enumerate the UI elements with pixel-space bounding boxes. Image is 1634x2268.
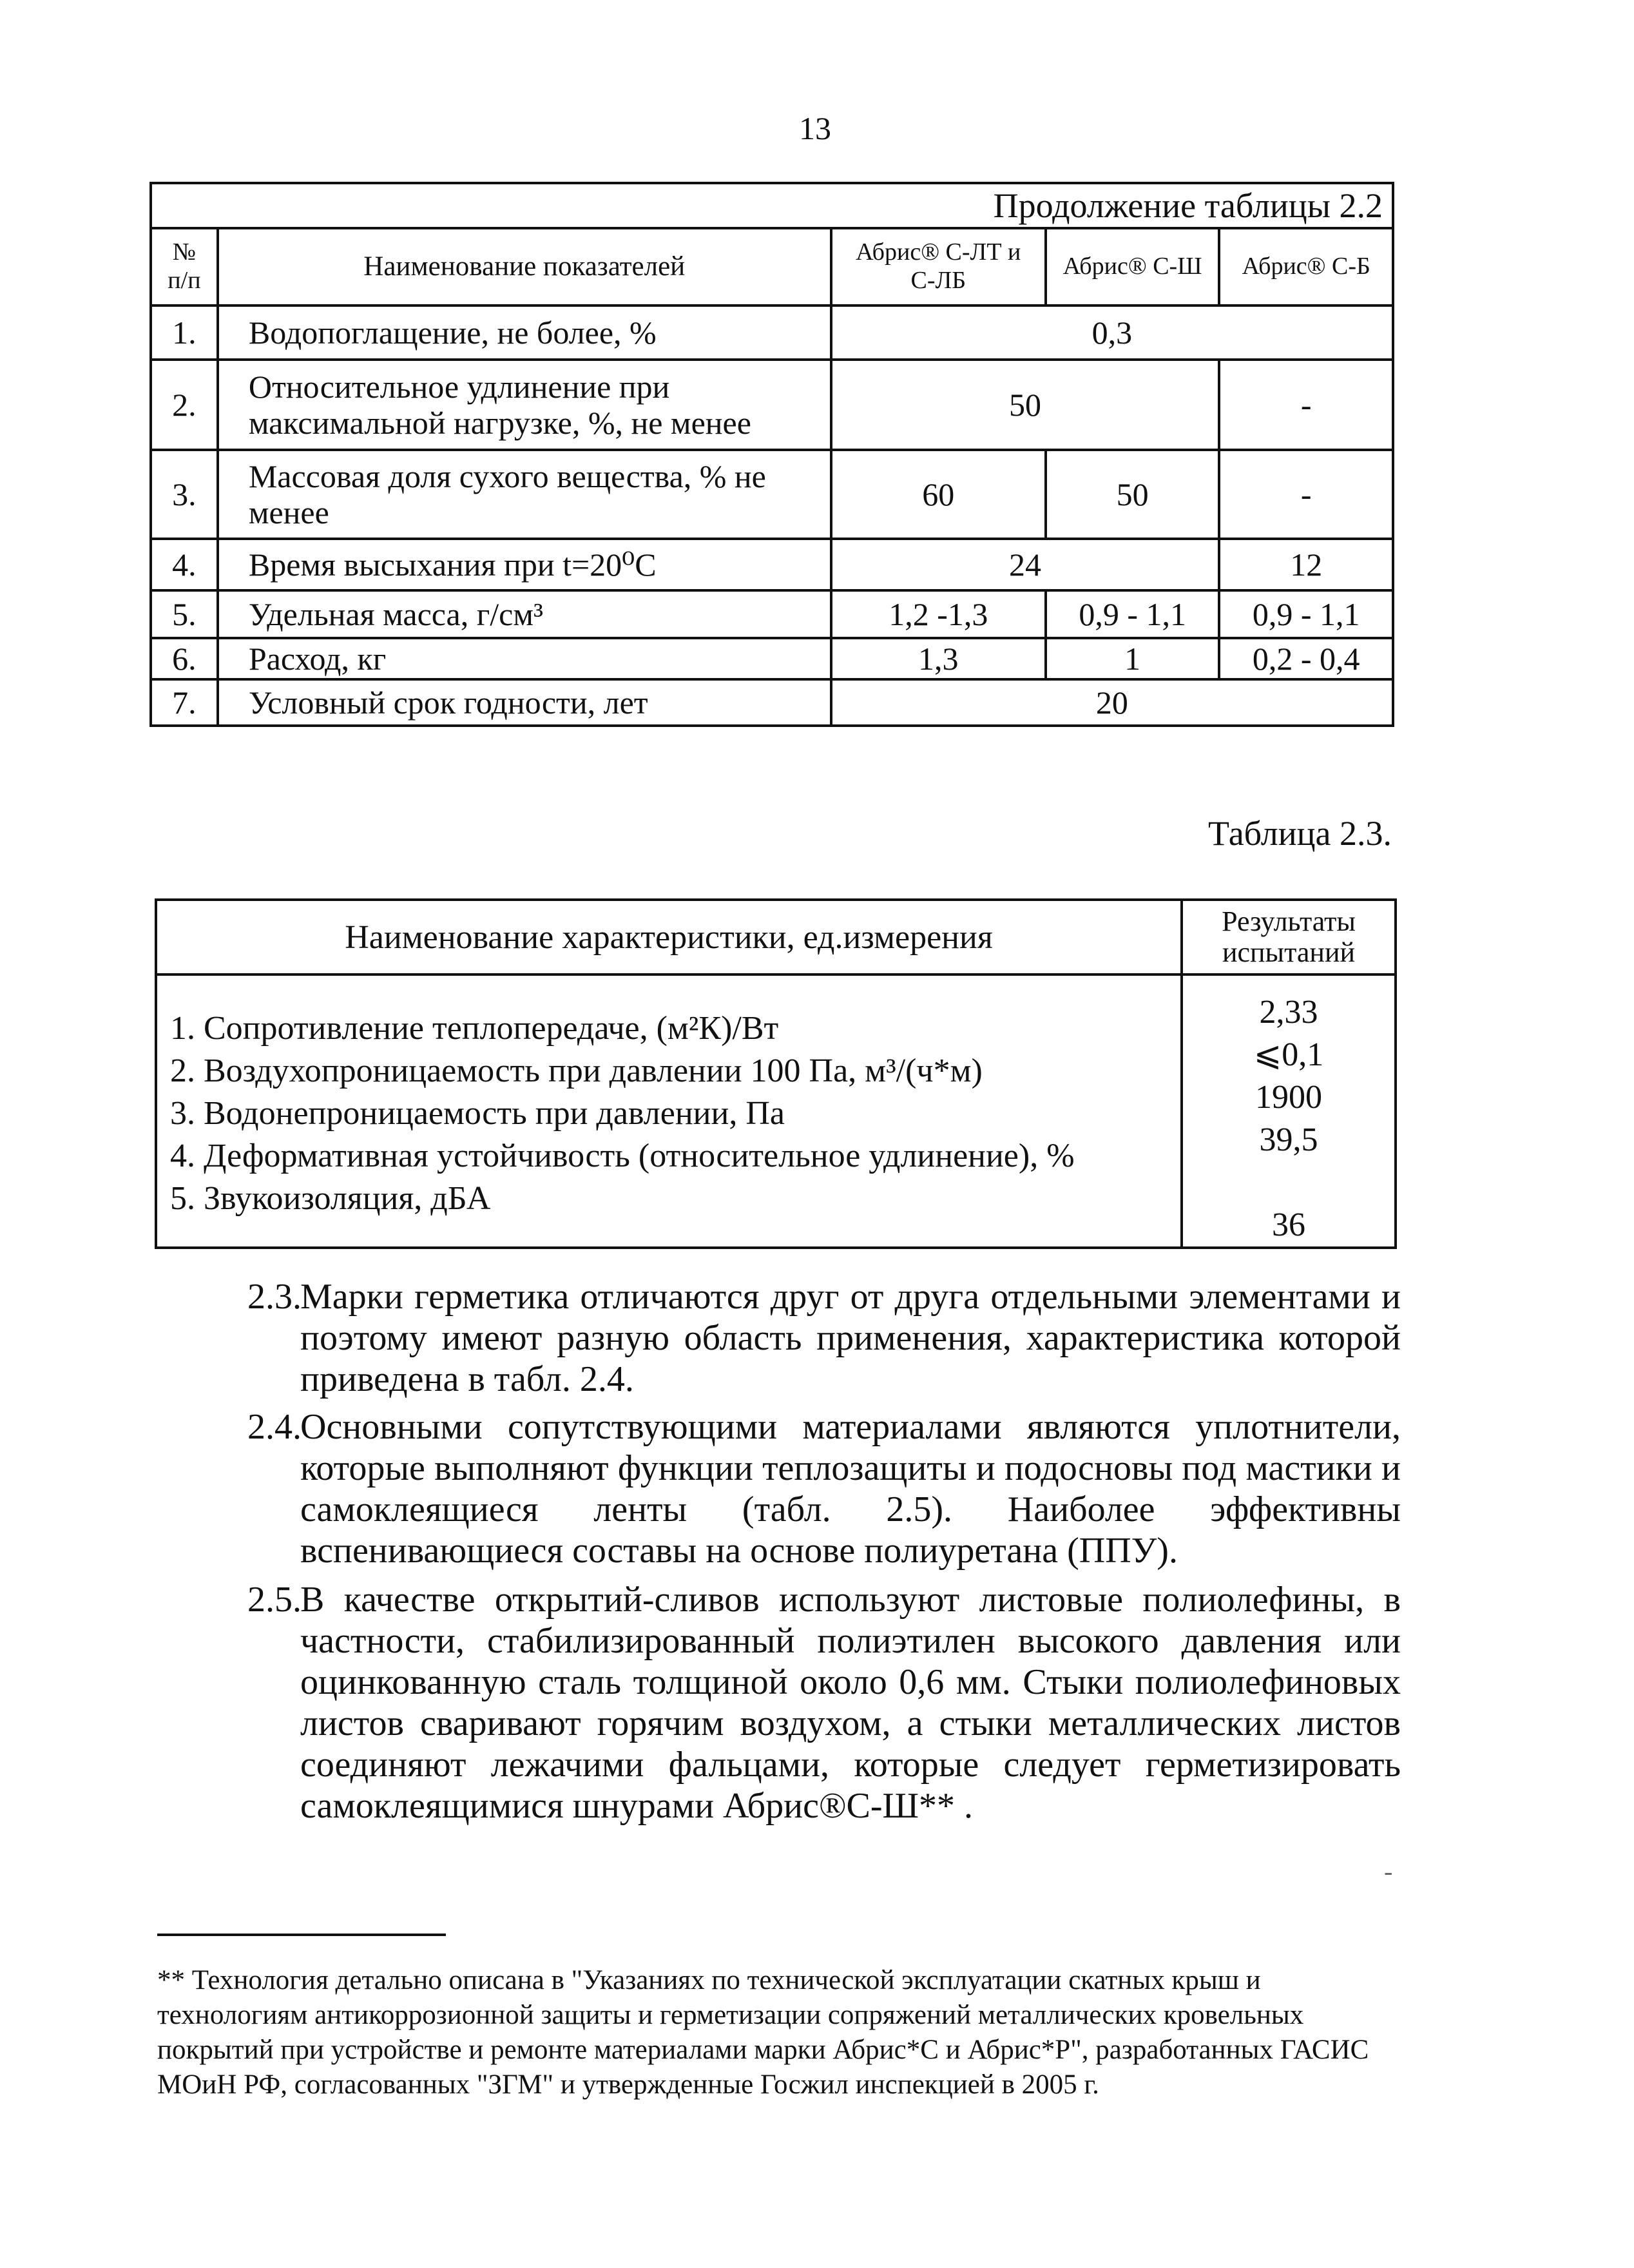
row-value: 1,3 xyxy=(831,638,1046,679)
footnote-divider xyxy=(157,1934,446,1936)
paragraph-number: 2.4. xyxy=(247,1407,302,1447)
paragraph-text: Основными сопутствующими материалами являются уплотнители, которые выполняют функции теплозащиты и подосновы под мастики и самоклеящиеся ленты (табл. 2.5). Наиболее эффективны вспенивающиеся составы на основе полиуретана (ППУ). xyxy=(300,1407,1401,1571)
header-col-sb: Абрис® С-Б xyxy=(1219,228,1393,305)
table-row xyxy=(151,679,1393,726)
paragraph-text: Марки герметика отличаются друг от друга отдельными элементами и поэтому имеют разную область применения, характеристика которой приведена в табл. 2.4. xyxy=(300,1277,1401,1399)
table-row xyxy=(151,539,1393,590)
result-value: 36 xyxy=(1272,1207,1305,1243)
paragraph-text: В качестве открытий-сливов используют листовые полиолефины, в частности, стабилизированный полиэтилен высокого давления или оцинкованную сталь толщиной около 0,6 мм. Стыки полиолефиновых листов сваривают горячим воздухом, а стыки металлических листов соединяют лежачими фальцами, которые следует герметизировать самоклеящимися шнурами Абрис®С-Ш** . xyxy=(300,1580,1401,1826)
row-num: 4. xyxy=(151,539,218,590)
paragraph-2-3 xyxy=(247,1276,1401,1400)
header-col-ssh: Абрис® С-Ш xyxy=(1046,228,1220,305)
row-value: 1 xyxy=(1046,638,1220,679)
row-num: 2. xyxy=(151,360,218,450)
header-col-slt: Абрис® С-ЛТ и С-ЛБ xyxy=(831,228,1046,305)
header-num: № п/п xyxy=(151,228,218,305)
header-name: Наименование показателей xyxy=(218,228,831,305)
row-value: 50 xyxy=(831,360,1220,450)
row-value: 12 xyxy=(1219,539,1393,590)
result-value: ⩽0,1 xyxy=(1253,1036,1324,1073)
row-value: 0,9 - 1,1 xyxy=(1219,590,1393,638)
row-value: 0,2 - 0,4 xyxy=(1219,638,1393,679)
row-num: 5. xyxy=(151,590,218,638)
list-item: 5. Звукоизоляция, дБА xyxy=(170,1180,491,1217)
row-value: 0,9 - 1,1 xyxy=(1046,590,1220,638)
row-num: 1. xyxy=(151,305,218,360)
row-num: 7. xyxy=(151,679,218,726)
row-name: Массовая доля сухого вещества, % не менее xyxy=(218,450,831,539)
page-number: 13 xyxy=(799,110,831,146)
table-2-2 xyxy=(149,182,1394,727)
table-row xyxy=(151,590,1393,638)
paragraph-2-4 xyxy=(247,1406,1401,1571)
row-num: 6. xyxy=(151,638,218,679)
result-value: 2,33 xyxy=(1259,994,1318,1031)
paragraph-number: 2.3. xyxy=(247,1277,302,1317)
row-name: Относительное удлинение при максимальной нагрузке, %, не менее xyxy=(218,360,831,450)
row-value: 60 xyxy=(831,450,1046,539)
row-value: 20 xyxy=(831,679,1393,726)
list-item: 4. Деформативная устойчивость (относительное удлинение), % xyxy=(170,1138,1075,1174)
table-row xyxy=(151,360,1393,450)
footnote: ** Технология детально описана в "Указаниях по технической эксплуатации скатных крыш и технологиям антикоррозионной защиты и герметизации сопряжений металлических кровельных покрытий при устройстве и ремонте материалами марки Абрис*С и Абрис*Р", разработанных ГАСИС МОиН РФ, согласованных "ЗГМ" и утвержденные Госжил инспекцией в 2005 г. xyxy=(157,1965,1369,2100)
row-name: Время высыхания при t=20⁰С xyxy=(218,539,831,590)
paragraph-number: 2.5. xyxy=(247,1580,302,1620)
row-value: - xyxy=(1219,450,1393,539)
row-name: Условный срок годности, лет xyxy=(218,679,831,726)
list-item: 2. Воздухопроницаемость при давлении 100 Па, м³/(ч*м) xyxy=(170,1052,983,1089)
result-value: 1900 xyxy=(1255,1079,1322,1116)
row-name: Водопоглащение, не более, % xyxy=(218,305,831,360)
row-value: 1,2 -1,3 xyxy=(831,590,1046,638)
row-value: 50 xyxy=(1046,450,1220,539)
list-item: 1. Сопротивление теплопередаче, (м²К)/Вт xyxy=(170,1010,779,1047)
header-results: Результаты испытаний xyxy=(1182,900,1396,974)
row-name: Удельная масса, г/см³ xyxy=(218,590,831,638)
characteristics-list xyxy=(156,974,1182,1248)
table-2-3 xyxy=(155,898,1397,1249)
row-name: Расход, кг xyxy=(218,638,831,679)
row-value: 24 xyxy=(831,539,1220,590)
row-value: 0,3 xyxy=(831,305,1393,360)
stray-mark: - xyxy=(1384,1857,1393,1886)
paragraph-2-5 xyxy=(247,1579,1401,1827)
table-row xyxy=(151,638,1393,679)
row-num: 3. xyxy=(151,450,218,539)
results-list xyxy=(1182,974,1396,1248)
header-characteristic: Наименование характеристики, ед.измерения xyxy=(156,900,1182,974)
list-item: 3. Водонепроницаемость при давлении, Па xyxy=(170,1095,785,1132)
row-value: - xyxy=(1219,360,1393,450)
table-row xyxy=(151,450,1393,539)
table-2-3-caption: Таблица 2.3. xyxy=(1208,814,1392,853)
result-value: 39,5 xyxy=(1259,1121,1318,1158)
table-row xyxy=(151,305,1393,360)
table-continuation-label: Продолжение таблицы 2.2 xyxy=(151,183,1393,228)
